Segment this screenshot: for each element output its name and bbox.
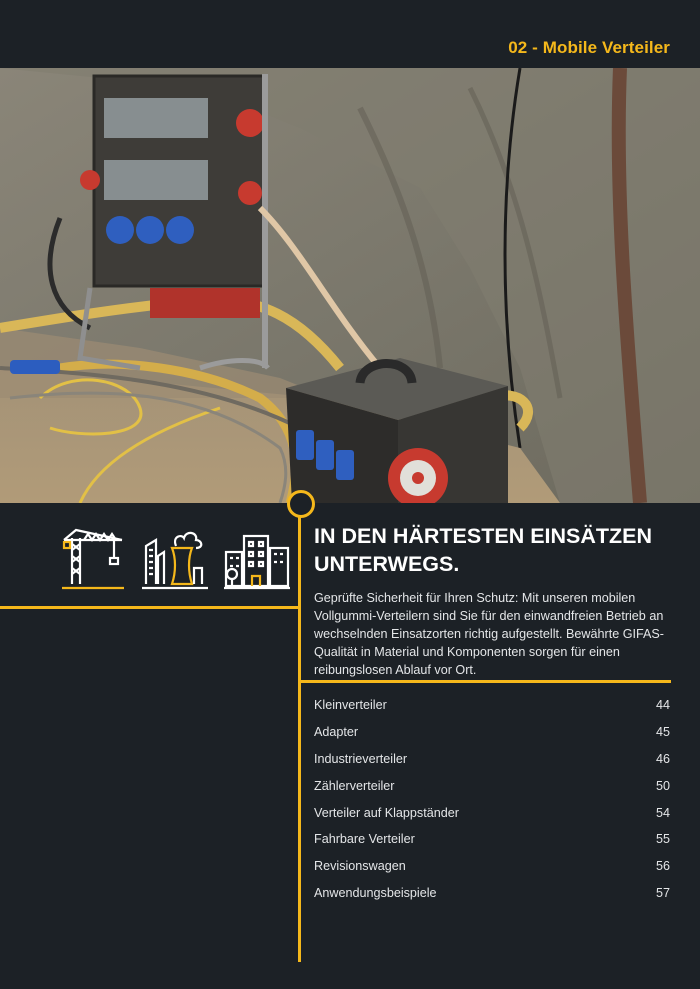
crane-icon — [62, 528, 124, 592]
page-title — [314, 522, 684, 578]
toc-label: Zählerverteiler — [314, 778, 395, 793]
toc-item[interactable] — [314, 880, 670, 907]
intro-paragraph: Geprüfte Sicherheit für Ihren Schutz: Mit unseren mobilen Vollgummi-Verteilern sind Sie für den einwandfreien Betrieb an wechselnden Einsatzorten richtig aufgestellt. Bewährte GIFAS-Qualität in Material und Komponenten sorgen für einen reibungslosen Ablauf vor Ort. — [314, 591, 665, 677]
application-icons — [62, 528, 292, 594]
toc-page: 57 — [655, 885, 670, 900]
table-of-contents — [314, 692, 670, 906]
section-label: 02 - Mobile Verteiler — [508, 38, 670, 57]
toc-page: 56 — [655, 859, 670, 874]
toc-item[interactable] — [314, 826, 670, 853]
title-line-1: IN DEN HÄRTESTEN EINSÄTZEN — [314, 524, 653, 548]
toc-page: 50 — [655, 778, 670, 793]
toc-label: Anwendungsbeispiele — [314, 885, 437, 900]
circle-marker — [287, 490, 315, 518]
title-line-2: UNTERWEGS. — [314, 552, 460, 576]
right-divider-line — [300, 680, 671, 683]
toc-label: Revisionswagen — [314, 859, 406, 874]
page-header — [0, 0, 700, 68]
toc-label: Verteiler auf Klappständer — [314, 805, 459, 820]
toc-label: Adapter — [314, 725, 359, 740]
toc-label: Industrieverteiler — [314, 751, 408, 766]
toc-page: 46 — [655, 751, 670, 766]
toc-page: 55 — [655, 832, 670, 847]
industry-icon — [142, 528, 208, 592]
toc-page: 44 — [655, 698, 670, 713]
toc-item[interactable] — [314, 746, 670, 773]
toc-label: Fahrbare Verteiler — [314, 832, 415, 847]
vertical-accent-line — [298, 515, 301, 962]
toc-page: 54 — [655, 805, 670, 820]
toc-item[interactable] — [314, 719, 670, 746]
left-divider-line — [0, 606, 300, 609]
toc-item[interactable] — [314, 853, 670, 880]
toc-item[interactable] — [314, 692, 670, 719]
toc-page: 45 — [655, 725, 670, 740]
toc-item[interactable] — [314, 772, 670, 799]
toc-label: Kleinverteiler — [314, 698, 387, 713]
hero-photo — [0, 68, 700, 503]
toc-item[interactable] — [314, 799, 670, 826]
city-buildings-icon — [224, 528, 290, 592]
